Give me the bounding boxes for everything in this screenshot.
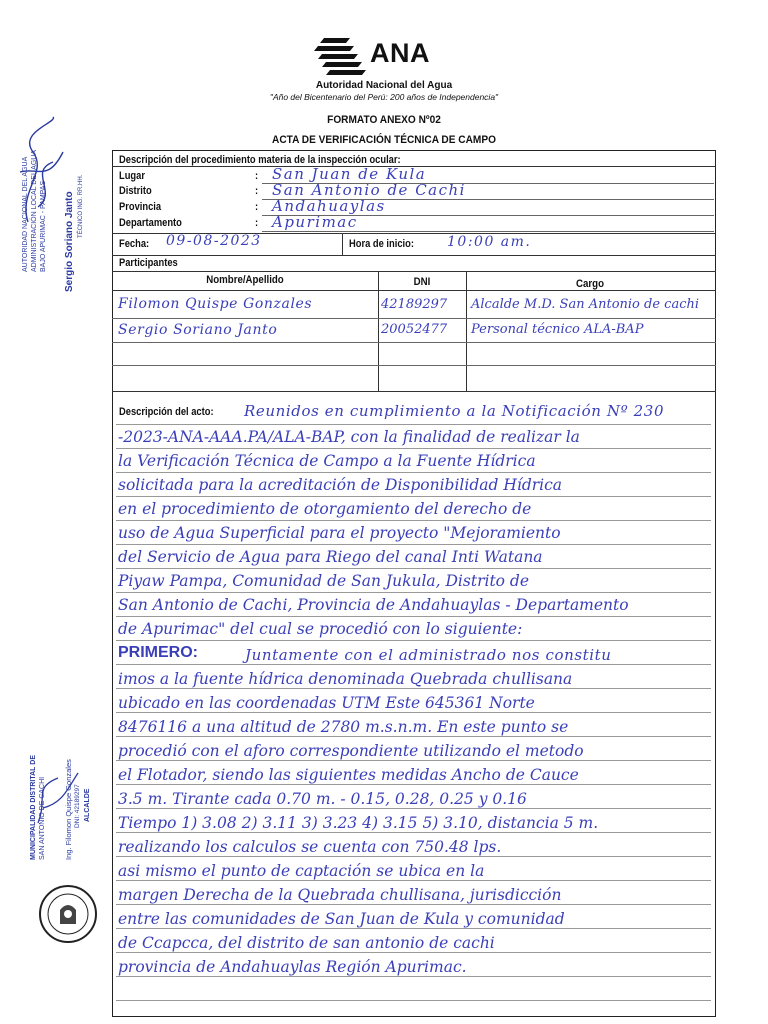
ruled-line: [116, 736, 711, 737]
acto-line: 3.5 m. Tirante cada 0.70 m. - 0.15, 0.28, 0.25 y 0.16: [118, 790, 527, 808]
lugar-colon: :: [255, 170, 259, 182]
lugar-label: Lugar: [119, 170, 145, 182]
ruled-line: [116, 1000, 711, 1001]
ruled-line: [116, 784, 711, 785]
acto-line: del Servicio de Agua para Riego del canal Inti Watana: [118, 548, 543, 566]
provincia-colon: :: [255, 201, 259, 213]
ruled-line: [116, 712, 711, 713]
acto-line: asi mismo el punto de captación se ubica en la: [118, 862, 485, 880]
acto-line: Piyaw Pampa, Comunidad de San Jukula, Distrito de: [118, 572, 530, 590]
ala-stamp-line-1: AUTORIDAD NACIONAL DEL AGUA: [22, 156, 29, 272]
ruled-line: [116, 496, 711, 497]
municipal-stamp-dni: DNI: 42189297: [74, 784, 81, 828]
document-title: ACTA DE VERIFICACIÓN TÉCNICA DE CAMPO: [272, 134, 496, 146]
participants-heading: Participantes: [119, 257, 178, 269]
municipal-stamp-role: ALCALDE: [84, 788, 91, 822]
hora-label: Hora de inicio:: [349, 238, 414, 250]
acto-line: de Ccapcca, del distrito de san antonio de cachi: [118, 934, 495, 952]
ala-stamp-line-3: BAJO APURIMAC - PAMPAS: [40, 180, 47, 272]
fecha-value: 09-08-2023: [166, 233, 262, 249]
acto-line: margen Derecha de la Quebrada chullisana, jurisdicción: [118, 886, 562, 904]
ruled-line: [116, 832, 711, 833]
ruled-line: [116, 424, 711, 425]
ruled-line: [116, 808, 711, 809]
municipal-seal-icon: [38, 884, 98, 944]
distrito-label: Distrito: [119, 185, 152, 197]
departamento-colon: :: [255, 217, 259, 229]
acto-line: San Antonio de Cachi, Provincia de Andahuaylas - Departamento: [118, 596, 629, 614]
municipal-stamp-line-2: SAN ANTONIO DE CACHI: [39, 776, 46, 860]
acto-line: uso de Agua Superficial para el proyecto "Mejoramiento: [118, 524, 561, 542]
acto-line: en el procedimiento de otorgamiento del derecho de: [118, 500, 532, 518]
ruled-line: [116, 544, 711, 545]
fecha-label: Fecha:: [119, 238, 150, 250]
ruled-line: [116, 664, 711, 665]
ruled-line: [116, 568, 711, 569]
ruled-line: [116, 928, 711, 929]
acto-line: de Apurimac" del cual se procedió con lo siguiente:: [118, 620, 523, 638]
ruled-line: [116, 904, 711, 905]
acto-line: imos a la fuente hídrica denominada Quebrada chullisana: [118, 670, 573, 688]
procedure-heading: Descripción del procedimiento materia de la inspección ocular:: [119, 154, 401, 166]
ala-stamp-role: TÉCNICO ING. RR.HH.: [78, 174, 84, 238]
acto-line: el Flotador, siendo las siguientes medidas Ancho de Cauce: [118, 766, 579, 784]
acto-line: provincia de Andahuaylas Región Apurimac.: [118, 958, 467, 976]
logo-text: ANA: [370, 38, 430, 68]
ruled-line: [116, 592, 711, 593]
lugar-value: San Juan de Kula: [272, 165, 427, 183]
ala-stamp-line-2: ADMINISTRACIÓN LOCAL DEL AGUA: [31, 149, 38, 272]
acto-line: -2023-ANA-AAA.PA/ALA-BAP, con la finalidad de realizar la: [118, 428, 580, 446]
distrito-value: San Antonio de Cachi: [272, 181, 466, 199]
motto: "Año del Bicentenario del Perú: 200 años de Independencia": [269, 92, 499, 102]
participant-name: Sergio Soriano Janto: [118, 322, 278, 338]
ruled-line: [116, 520, 711, 521]
acto-line: ubicado en las coordenadas UTM Este 645361 Norte: [118, 694, 535, 712]
acto-line: Tiempo 1) 3.08 2) 3.11 3) 3.23 4) 3.15 5) 3.10, distancia 5 m.: [118, 814, 599, 832]
departamento-value: Apurimac: [272, 213, 358, 231]
acto-line: realizando los calculos se cuenta con 750.48 lps.: [118, 838, 502, 856]
ruled-line: [116, 952, 711, 953]
ruled-line: [116, 688, 711, 689]
distrito-colon: :: [255, 185, 259, 197]
municipal-stamp-name: Ing. Filomon Quispe Gonzales: [64, 759, 73, 860]
participant-cargo: Personal técnico ALA-BAP: [471, 322, 644, 337]
col-cargo: Cargo: [576, 278, 604, 290]
acto-line: solicitada para la acreditación de Disponibilidad Hídrica: [118, 476, 563, 494]
acto-line: procedió con el aforo correspondiente utilizando el metodo: [118, 742, 584, 760]
departamento-label: Departamento: [119, 217, 182, 229]
provincia-value: Andahuaylas: [272, 197, 386, 215]
acto-line: la Verificación Técnica de Campo a la Fuente Hídrica: [118, 452, 536, 470]
ruled-line: [116, 880, 711, 881]
ruled-line: [116, 616, 711, 617]
acto-line: entre las comunidades de San Juan de Kula y comunidad: [118, 910, 565, 928]
col-nombre: Nombre/Apellido: [206, 274, 284, 286]
acto-label: Descripción del acto:: [119, 406, 214, 418]
ruled-line: [116, 472, 711, 473]
primero-label: PRIMERO:: [118, 644, 198, 661]
municipal-stamp-line-1: MUNICIPALIDAD DISTRITAL DE: [30, 755, 37, 860]
agency-name: Autoridad Nacional del Agua: [315, 80, 453, 91]
acto-line: 8476116 a una altitud de 2780 m.s.n.m. En este punto se: [118, 718, 569, 736]
participant-name: Filomon Quispe Gonzales: [118, 296, 313, 312]
col-dni: DNI: [413, 276, 431, 288]
form-code: FORMATO ANEXO Nº02: [327, 114, 441, 126]
provincia-label: Provincia: [119, 201, 162, 213]
primero-first-line: Juntamente con el administrado nos constitu: [245, 646, 612, 664]
ruled-line: [116, 760, 711, 761]
acto-first-line: Reunidos en cumplimiento a la Notificación Nº 230: [244, 402, 665, 420]
ruled-line: [116, 640, 711, 641]
hora-value: 10:00 am.: [447, 234, 532, 250]
ruled-line: [116, 976, 711, 977]
participant-dni: 20052477: [381, 322, 448, 337]
participant-dni: 42189297: [381, 297, 448, 312]
ruled-line: [116, 856, 711, 857]
ruled-line: [116, 448, 711, 449]
participant-cargo: Alcalde M.D. San Antonio de cachi: [471, 297, 700, 312]
ala-stamp-name: Sergio Soriano Janto: [64, 191, 75, 292]
